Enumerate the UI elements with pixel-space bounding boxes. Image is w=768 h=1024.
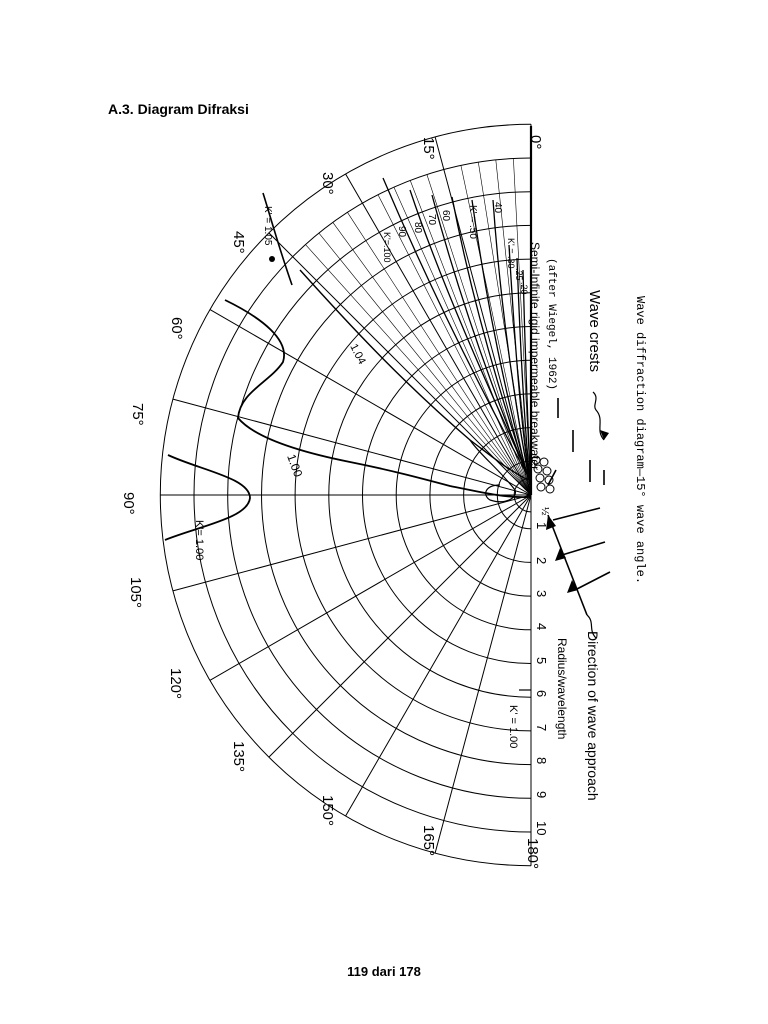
contour-label-k50: K' = .50 (467, 205, 478, 239)
section-heading: A.3. Diagram Difraksi (108, 101, 249, 117)
figure-caption: Wave diffraction diagram—15° wave angle. (633, 296, 647, 585)
contour-label-k30: K' = .30 (506, 238, 516, 269)
angle-ray-150 (346, 495, 531, 816)
radius-label-10: 10 (534, 821, 549, 836)
contour-label-100: 1.00 (284, 452, 306, 479)
angle-ray-135 (269, 495, 531, 757)
contour-label-k100-upper: K'=.100 (382, 232, 392, 263)
angle-ray-120 (210, 495, 531, 680)
angle-label-180: 180° (524, 838, 541, 870)
angle-ray-30 (346, 174, 531, 495)
angle-label-15: 15° (420, 137, 437, 160)
contour-label-k100-lower: K' = 1.00 (507, 705, 519, 749)
angle-label-165: 165° (420, 825, 437, 857)
citation-label: (after Wiegel, 1962) (545, 258, 557, 391)
contour-label-25: .25 (514, 268, 524, 281)
radius-label-3: 3 (534, 590, 549, 598)
contour-label-70: 70 (426, 214, 437, 226)
contour-label-k105: K' = 1.05 (262, 206, 273, 246)
radius-label-1: 1 (534, 522, 549, 530)
contour-label-90: 90 (396, 226, 407, 238)
angle-label-0: 0° (527, 135, 544, 150)
radius-axis-label: Radius/wavelength (555, 638, 569, 740)
angle-label-120: 120° (167, 668, 184, 700)
page-number-footer: 119 dari 178 (347, 964, 421, 979)
radius-label-4: 4 (534, 623, 549, 631)
contour-label-k100-left: K'= 1.00 (193, 520, 205, 561)
angle-label-150: 150° (319, 795, 336, 827)
contour-label-80: 80 (412, 222, 423, 234)
radius-label-7: 7 (534, 724, 549, 732)
angle-label-60: 60° (168, 317, 185, 340)
k105-marker (269, 256, 275, 262)
wave-crests-label: Wave crests (586, 290, 603, 372)
contour-label-60: 60 (440, 210, 451, 222)
contour-label-40: 40 (492, 202, 503, 214)
fine-ray (394, 187, 531, 495)
radius-label-9: 9 (534, 791, 549, 799)
angle-ray-105 (173, 495, 531, 591)
radius-label-2: 2 (534, 557, 549, 565)
radius-label-8: 8 (534, 757, 549, 765)
angle-label-45: 45° (230, 231, 247, 254)
angle-label-90: 90° (120, 492, 137, 515)
angle-label-105: 105° (127, 577, 144, 609)
contour-label-104: 1.04 (347, 341, 368, 367)
contour-k100-left (165, 455, 250, 540)
wave-approach-label: Direction of wave approach (585, 631, 601, 801)
wave-crests-pointer (593, 392, 609, 440)
breakwater-label: Semi-Infinite rigid impermeable breakwater (528, 242, 542, 471)
radius-label-6: 6 (534, 690, 549, 698)
angle-label-75: 75° (129, 403, 146, 426)
contour-near-tip (470, 440, 515, 502)
radius-label-half: ½ (539, 507, 550, 516)
radius-label-5: 5 (534, 657, 549, 665)
angle-label-135: 135° (230, 741, 247, 773)
angle-ray-75 (173, 399, 531, 495)
angle-label-30: 30° (319, 172, 336, 195)
wave-approach-arrow (546, 515, 596, 638)
contour-label-20: .20 (519, 282, 529, 295)
angle-ray-165 (435, 495, 531, 853)
wave-crest-lines (548, 398, 610, 590)
